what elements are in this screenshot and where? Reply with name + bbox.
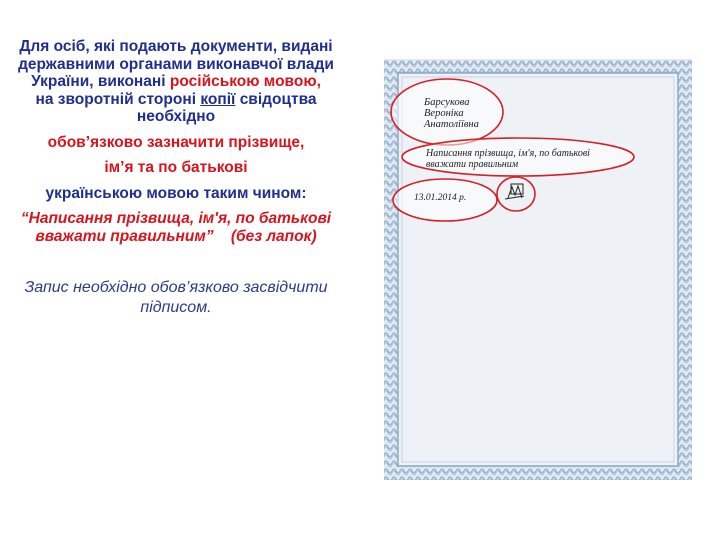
copy-word-underlined: копії <box>200 90 236 108</box>
required-phrase-line-2: вважати правильним” <box>35 228 214 245</box>
instruction-paragraph-1 <box>6 38 346 126</box>
comma: , <box>316 73 321 90</box>
mandatory-surname-line: обов’язково зазначити прізвище, <box>47 133 305 151</box>
name-patronymic-line: ім’я та по батькові <box>104 159 248 176</box>
instruction-line-documents: Для осіб, які подають документи, видані державними органами виконавчої влади України, виконані <box>18 38 334 90</box>
date-text: 13.01.2014 р. <box>414 193 467 203</box>
phrase-block <box>426 148 590 170</box>
reverse-side-text: на зворотній стороні <box>35 90 196 108</box>
first-name: Вероніка <box>424 108 464 119</box>
without-quotes-note: (без лапок) <box>230 228 317 245</box>
instruction-text <box>6 38 346 318</box>
signature-note: Запис необхідно обов’язково засвідчити підписом. <box>24 279 328 316</box>
certificate-sample <box>384 59 692 480</box>
required-phrase-line-1: “Написання прізвища, ім'я, по батькові <box>20 210 332 227</box>
name-block <box>424 97 479 130</box>
patronymic: Анатоліївна <box>424 119 479 130</box>
phrase-line-1: Написання прізвища, ім'я, по батькові <box>426 148 590 159</box>
russian-language-highlight: російською мовою <box>169 73 317 90</box>
phrase-line-2: вважати правильним <box>426 159 519 170</box>
required-phrase <box>6 210 346 246</box>
certificate-required-text: свідоцтва необхідно <box>136 90 317 125</box>
surname: Барсукова <box>424 97 470 108</box>
ukrainian-language-line: українською мовою таким чином: <box>45 184 307 202</box>
